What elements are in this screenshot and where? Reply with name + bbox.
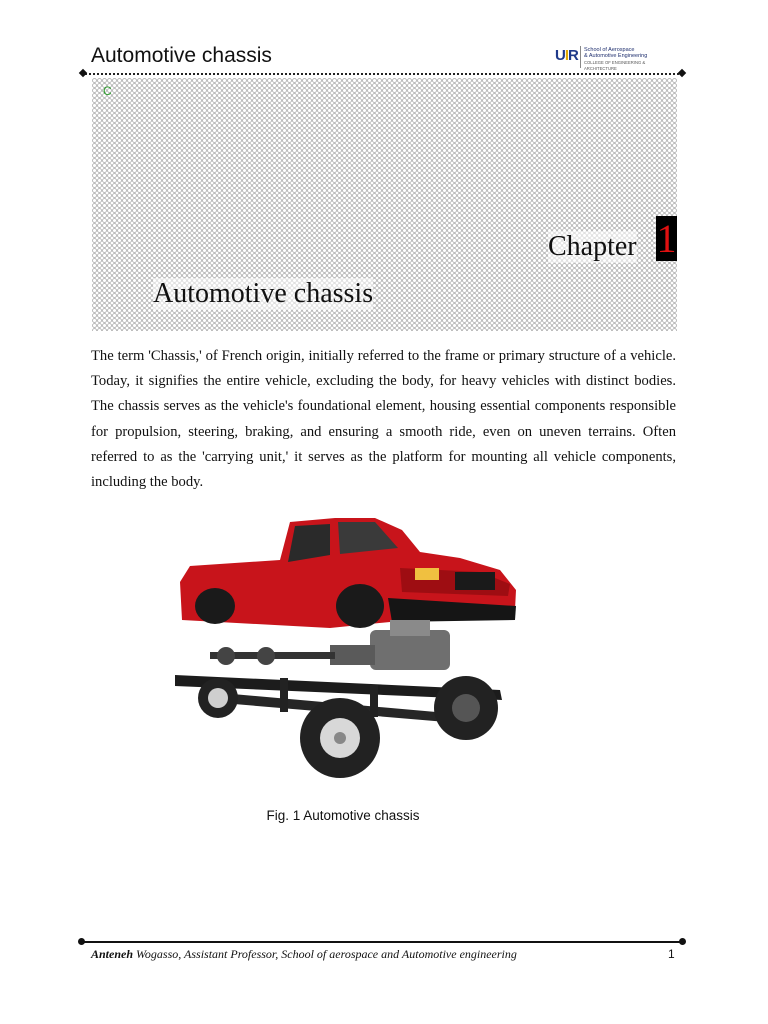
chapter-number: 1: [656, 216, 677, 261]
page-number: 1: [668, 947, 675, 961]
intro-paragraph: The term 'Chassis,' of French origin, initially referred to the frame or primary structure of a vehicle. Today, it signifies the entire vehicle, excluding the body, for heavy vehicles with distinct bodies. The chassis serves as the vehicle's foundational element, housing essential components responsible for propulsion, steering, braking, and ensuring a smooth ride, even on uneven terrains. Often referred to as the 'carrying unit,' it serves as the platform for mounting all vehicle components, including the body.: [91, 348, 676, 491]
divider-right-diamond: [678, 69, 686, 77]
page-header-title: Automotive chassis: [91, 44, 272, 67]
logo-line-2: & Automotive Engineering: [584, 53, 648, 60]
footer-author-details: Wogasso, Assistant Professor, School of aerospace and Automotive engineering: [133, 947, 517, 961]
university-logo: [555, 46, 677, 72]
logo-divider: [580, 46, 581, 68]
footer-left-dot: [78, 938, 85, 945]
logo-text: [584, 47, 677, 73]
logo-mark: UIR: [555, 47, 578, 64]
chapter-title: Automotive chassis: [153, 278, 374, 309]
logo-line-1: School of Aerospace: [584, 47, 635, 53]
figure-caption: Fig. 1 Automotive chassis: [266, 808, 420, 823]
logo-line-3: COLLEGE OF ENGINEERING & ARCHITECTURE: [584, 59, 646, 72]
divider-left-diamond: [79, 69, 87, 77]
chapter-label: Chapter: [548, 231, 637, 262]
footer-right-dot: [679, 938, 686, 945]
truck-body: [180, 518, 516, 628]
footer-author-name: Anteneh: [91, 947, 134, 961]
footer-author: [91, 947, 517, 962]
banner-corner-mark: C: [103, 84, 112, 98]
footer-divider: [82, 941, 682, 943]
chassis-illustration: [170, 510, 520, 790]
header-divider: [82, 73, 682, 75]
